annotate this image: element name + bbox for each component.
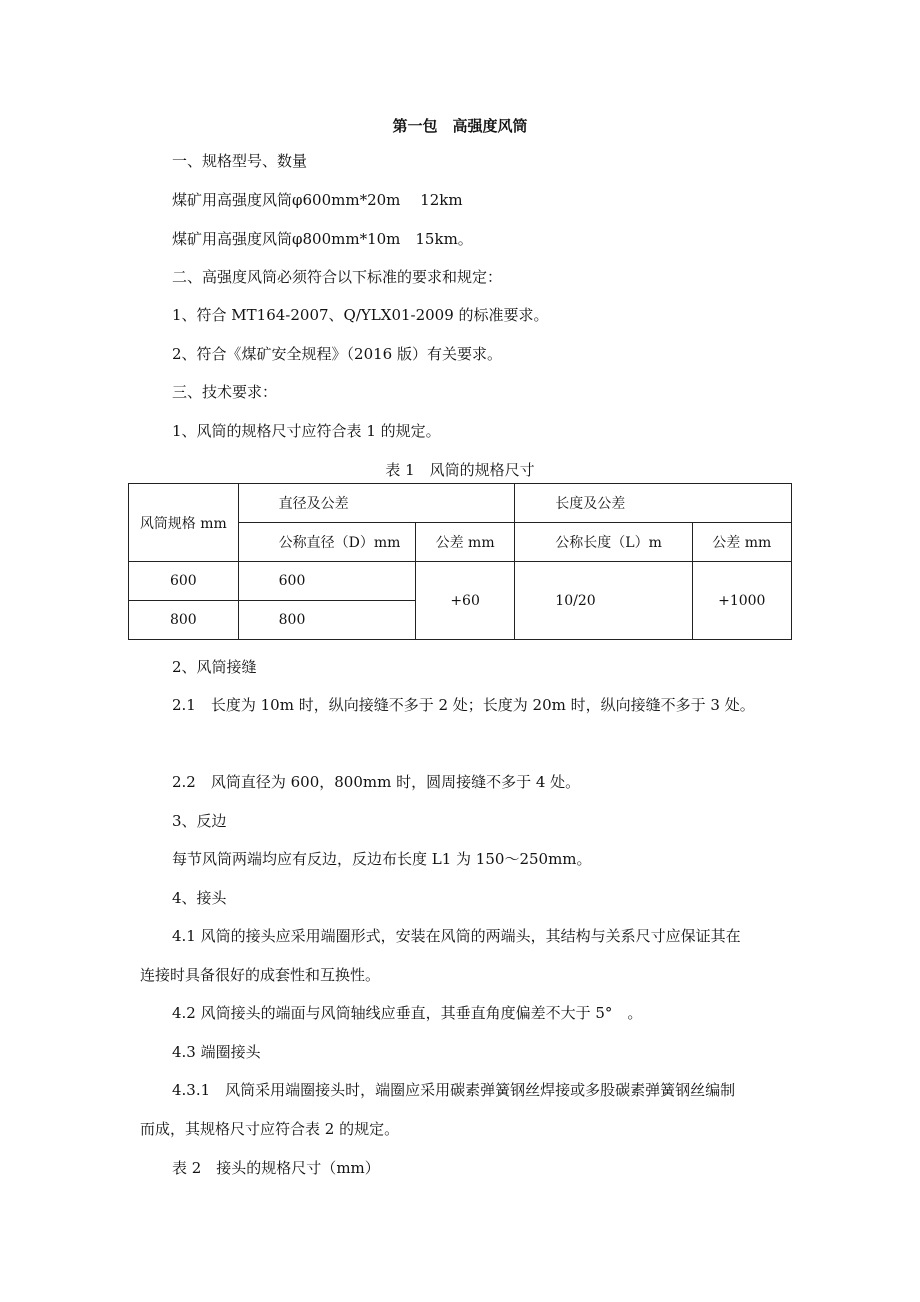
- spec-table: [128, 483, 792, 640]
- paragraph: 4.1 风筒的接头应采用端圈形式，安装在风筒的两端头，其结构与关系尺寸应保证其在: [172, 927, 741, 945]
- paragraph: 连接时具备很好的成套性和互换性。: [140, 966, 381, 984]
- spec-item: 煤矿用高强度风筒φ800mm*10m 15km。: [172, 230, 473, 248]
- table-header-cell: 公差 mm: [692, 523, 791, 562]
- table-cell: 800: [238, 601, 415, 640]
- table-cell: +60: [415, 562, 514, 640]
- table-caption: 表 1 风筒的规格尺寸: [385, 461, 535, 479]
- section-heading: 三、技术要求：: [172, 383, 278, 401]
- section-heading: 3、反边: [172, 812, 227, 830]
- paragraph: 1、符合 MT164-2007、Q/YLX01-2009 的标准要求。: [172, 306, 549, 324]
- table-cell: 800: [129, 601, 239, 640]
- table-caption: 表 2 接头的规格尺寸（mm）: [172, 1159, 380, 1177]
- table-header-cell: 直径及公差: [238, 484, 515, 523]
- table-cell: 600: [238, 562, 415, 601]
- paragraph: 2.2 风筒直径为 600，800mm 时，圆周接缝不多于 4 处。: [172, 773, 581, 791]
- paragraph: 2.1 长度为 10m 时，纵向接缝不多于 2 处；长度为 20m 时，纵向接缝不多于 3 处。: [172, 696, 755, 714]
- section-heading: 4、接头: [172, 889, 227, 907]
- table-header-cell: 风筒规格 mm: [129, 484, 239, 562]
- paragraph: 4.2 风筒接头的端面与风筒轴线应垂直，其垂直角度偏差不大于 5° 。: [172, 1004, 643, 1022]
- table-header-cell: 公差 mm: [415, 523, 514, 562]
- paragraph: 2、符合《煤矿安全规程》（2016 版）有关要求。: [172, 345, 502, 363]
- section-heading: 2、风筒接缝: [172, 658, 257, 676]
- table-cell: +1000: [692, 562, 791, 640]
- paragraph: 4.3.1 风筒采用端圈接头时，端圈应采用碳素弹簧钢丝焊接或多股碳素弹簧钢丝编制: [172, 1081, 736, 1099]
- table-header-cell: 公称长度（L）m: [515, 523, 692, 562]
- section-heading: 一、规格型号、数量: [172, 152, 308, 170]
- paragraph: 1、风筒的规格尺寸应符合表 1 的规定。: [172, 422, 441, 440]
- table-header-cell: 长度及公差: [515, 484, 792, 523]
- table-header-cell: 公称直径（D）mm: [238, 523, 415, 562]
- table-row: [129, 562, 792, 601]
- page-title: 第一包 高强度风筒: [392, 117, 528, 135]
- table-cell: 10/20: [515, 562, 692, 640]
- paragraph: 而成，其规格尺寸应符合表 2 的规定。: [140, 1120, 400, 1138]
- section-heading: 二、高强度风筒必须符合以下标准的要求和规定：: [172, 268, 503, 286]
- section-heading: 4.3 端圈接头: [172, 1043, 261, 1061]
- table-cell: 600: [129, 562, 239, 601]
- paragraph: 每节风筒两端均应有反边，反边布长度 L1 为 150～250mm。: [172, 850, 592, 868]
- spec-item: 煤矿用高强度风筒φ600mm*20m 12km: [172, 191, 463, 209]
